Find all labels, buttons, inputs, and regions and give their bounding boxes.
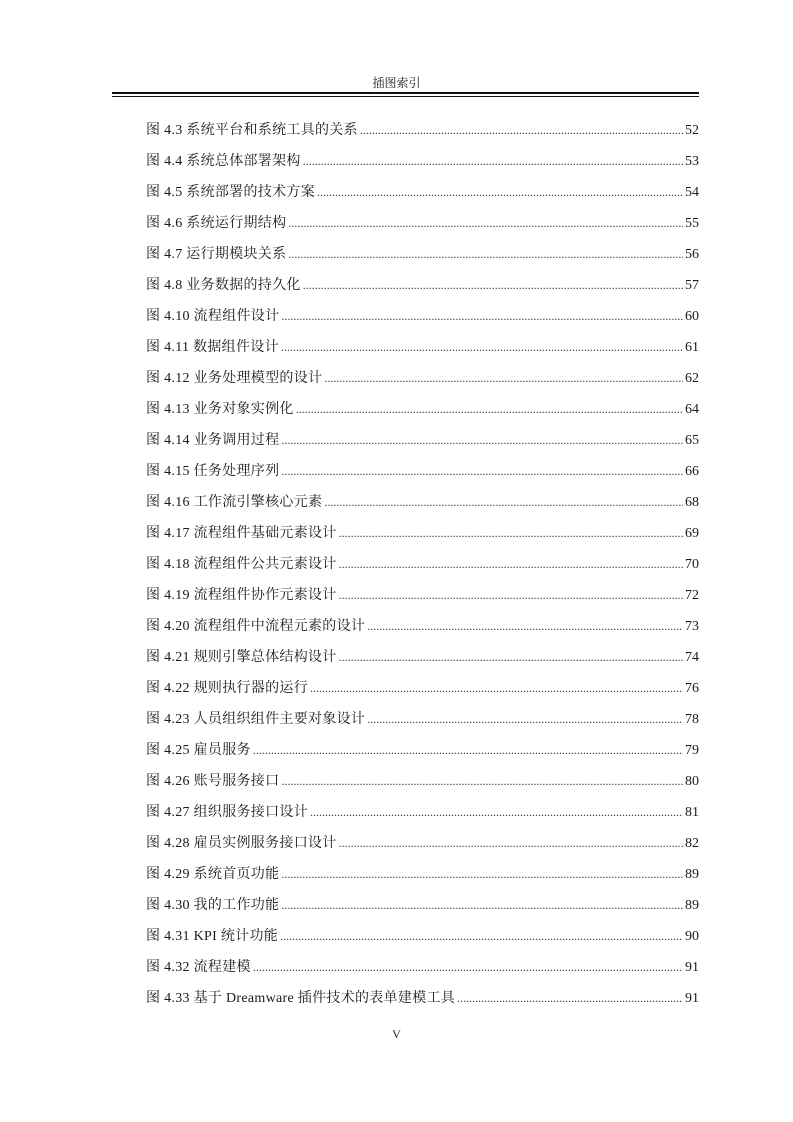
- dot-leader: [339, 549, 683, 580]
- toc-entry[interactable]: [146, 983, 699, 1014]
- toc-entry[interactable]: [146, 487, 699, 518]
- toc-entry-page: 62: [685, 371, 699, 386]
- toc-entry-page: 76: [685, 681, 699, 696]
- toc-entry-label: 图 4.16 工作流引擎核心元素: [146, 495, 323, 510]
- toc-entry-page: 72: [685, 588, 699, 603]
- toc-entry[interactable]: [146, 828, 699, 859]
- toc-entry-label: 图 4.32 流程建模: [146, 960, 251, 975]
- toc-entry-label: 图 4.15 任务处理序列: [146, 464, 280, 479]
- toc-entry-page: 55: [685, 216, 699, 231]
- dot-leader: [367, 704, 683, 735]
- toc-entry-page: 64: [685, 402, 699, 417]
- dot-leader: [253, 952, 683, 983]
- toc-entry-label: 图 4.19 流程组件协作元素设计: [146, 588, 337, 603]
- dot-leader: [281, 859, 683, 890]
- dot-leader: [324, 363, 683, 394]
- toc-entry[interactable]: [146, 735, 699, 766]
- toc-entry-page: 73: [685, 619, 699, 634]
- toc-entry-label: 图 4.8 业务数据的持久化: [146, 278, 301, 293]
- toc-entry[interactable]: [146, 115, 699, 146]
- page-number: V: [392, 1027, 401, 1041]
- toc-entry-page: 57: [685, 278, 699, 293]
- toc-entry-page: 74: [685, 650, 699, 665]
- toc-entry-label: 图 4.23 人员组织组件主要对象设计: [146, 712, 366, 727]
- toc-entry-page: 69: [685, 526, 699, 541]
- dot-leader: [303, 270, 683, 301]
- header-rule-thin: [112, 96, 699, 97]
- toc-entry-page: 70: [685, 557, 699, 572]
- toc-entry[interactable]: [146, 859, 699, 890]
- toc-entry[interactable]: [146, 394, 699, 425]
- toc-entry[interactable]: [146, 208, 699, 239]
- toc-entry[interactable]: [146, 921, 699, 952]
- dot-leader: [339, 518, 683, 549]
- toc-entry[interactable]: [146, 456, 699, 487]
- toc-entry-label: 图 4.6 系统运行期结构: [146, 216, 287, 231]
- toc-entry[interactable]: [146, 301, 699, 332]
- toc-entry-page: 91: [685, 991, 699, 1006]
- toc-entry[interactable]: [146, 363, 699, 394]
- toc-entry[interactable]: [146, 642, 699, 673]
- toc-entry-label: 图 4.7 运行期模块关系: [146, 247, 287, 262]
- toc-entry-page: 79: [685, 743, 699, 758]
- toc-entry-label: 图 4.10 流程组件设计: [146, 309, 280, 324]
- toc-entry-label: 图 4.29 系统首页功能: [146, 867, 280, 882]
- dot-leader: [281, 766, 683, 797]
- dot-leader: [310, 797, 683, 828]
- toc-entry-label: 图 4.11 数据组件设计: [146, 340, 279, 355]
- toc-entry-label: 图 4.26 账号服务接口: [146, 774, 280, 789]
- toc-entry-page: 82: [685, 836, 699, 851]
- dot-leader: [339, 642, 683, 673]
- toc-entry[interactable]: [146, 611, 699, 642]
- toc-entry-page: 66: [685, 464, 699, 479]
- toc-entry[interactable]: [146, 270, 699, 301]
- dot-leader: [280, 921, 683, 952]
- dot-leader: [253, 735, 683, 766]
- toc-entry-label: 图 4.14 业务调用过程: [146, 433, 280, 448]
- toc-entry[interactable]: [146, 146, 699, 177]
- dot-leader: [310, 673, 683, 704]
- dot-leader: [296, 394, 683, 425]
- toc-entry-page: 89: [685, 898, 699, 913]
- toc-entry[interactable]: [146, 177, 699, 208]
- dot-leader: [457, 983, 683, 1014]
- toc-entry-page: 80: [685, 774, 699, 789]
- dot-leader: [367, 611, 683, 642]
- header-rule-thick: [112, 92, 699, 94]
- toc-entry-page: 61: [685, 340, 699, 355]
- toc-entry[interactable]: [146, 549, 699, 580]
- toc-entry-label: 图 4.12 业务处理模型的设计: [146, 371, 323, 386]
- toc-entry-label: 图 4.31 KPI 统计功能: [146, 929, 279, 944]
- toc-entry-page: 91: [685, 960, 699, 975]
- toc-entry-label: 图 4.5 系统部署的技术方案: [146, 185, 315, 200]
- toc-entry-page: 89: [685, 867, 699, 882]
- dot-leader: [324, 487, 683, 518]
- toc-entry-label: 图 4.22 规则执行器的运行: [146, 681, 308, 696]
- page-header-title: 插图索引: [372, 76, 421, 90]
- dot-leader: [317, 177, 683, 208]
- toc-entry-page: 60: [685, 309, 699, 324]
- toc-entry-label: 图 4.18 流程组件公共元素设计: [146, 557, 337, 572]
- toc-entry-label: 图 4.28 雇员实例服务接口设计: [146, 836, 337, 851]
- dot-leader: [281, 456, 683, 487]
- toc-entry-label: 图 4.20 流程组件中流程元素的设计: [146, 619, 366, 634]
- toc-entry[interactable]: [146, 797, 699, 828]
- dot-leader: [360, 115, 683, 146]
- dot-leader: [288, 208, 683, 239]
- toc-entry-page: 65: [685, 433, 699, 448]
- dot-leader: [339, 828, 683, 859]
- toc-entry-page: 78: [685, 712, 699, 727]
- toc-entry[interactable]: [146, 332, 699, 363]
- toc-entry-label: 图 4.3 系统平台和系统工具的关系: [146, 123, 358, 138]
- toc-entry-page: 90: [685, 929, 699, 944]
- dot-leader: [288, 239, 683, 270]
- toc-entry[interactable]: [146, 890, 699, 921]
- dot-leader: [281, 301, 683, 332]
- toc-entry-label: 图 4.21 规则引擎总体结构设计: [146, 650, 337, 665]
- toc-entry-label: 图 4.33 基于 Dreamware 插件技术的表单建模工具: [146, 991, 456, 1006]
- toc-entry-page: 53: [685, 154, 699, 169]
- toc-entry-label: 图 4.30 我的工作功能: [146, 898, 280, 913]
- toc-entry-label: 图 4.13 业务对象实例化: [146, 402, 294, 417]
- dot-leader: [339, 580, 683, 611]
- dot-leader: [281, 890, 683, 921]
- toc-entry-page: 56: [685, 247, 699, 262]
- toc-entry-label: 图 4.4 系统总体部署架构: [146, 154, 301, 169]
- toc-entry-page: 81: [685, 805, 699, 820]
- toc-entry-page: 68: [685, 495, 699, 510]
- dot-leader: [303, 146, 683, 177]
- dot-leader: [281, 332, 683, 363]
- toc-entry-label: 图 4.27 组织服务接口设计: [146, 805, 308, 820]
- toc-entry-page: 52: [685, 123, 699, 138]
- toc-entry[interactable]: [146, 704, 699, 735]
- toc-entry[interactable]: [146, 952, 699, 983]
- toc-entry-page: 54: [685, 185, 699, 200]
- toc-entry-label: 图 4.25 雇员服务: [146, 743, 251, 758]
- toc-entry-label: 图 4.17 流程组件基础元素设计: [146, 526, 337, 541]
- toc-entry[interactable]: [146, 425, 699, 456]
- toc-entry[interactable]: [146, 239, 699, 270]
- figure-index-list: [146, 115, 699, 1014]
- dot-leader: [281, 425, 683, 456]
- toc-entry[interactable]: [146, 766, 699, 797]
- toc-entry[interactable]: [146, 673, 699, 704]
- toc-entry[interactable]: [146, 518, 699, 549]
- toc-entry[interactable]: [146, 580, 699, 611]
